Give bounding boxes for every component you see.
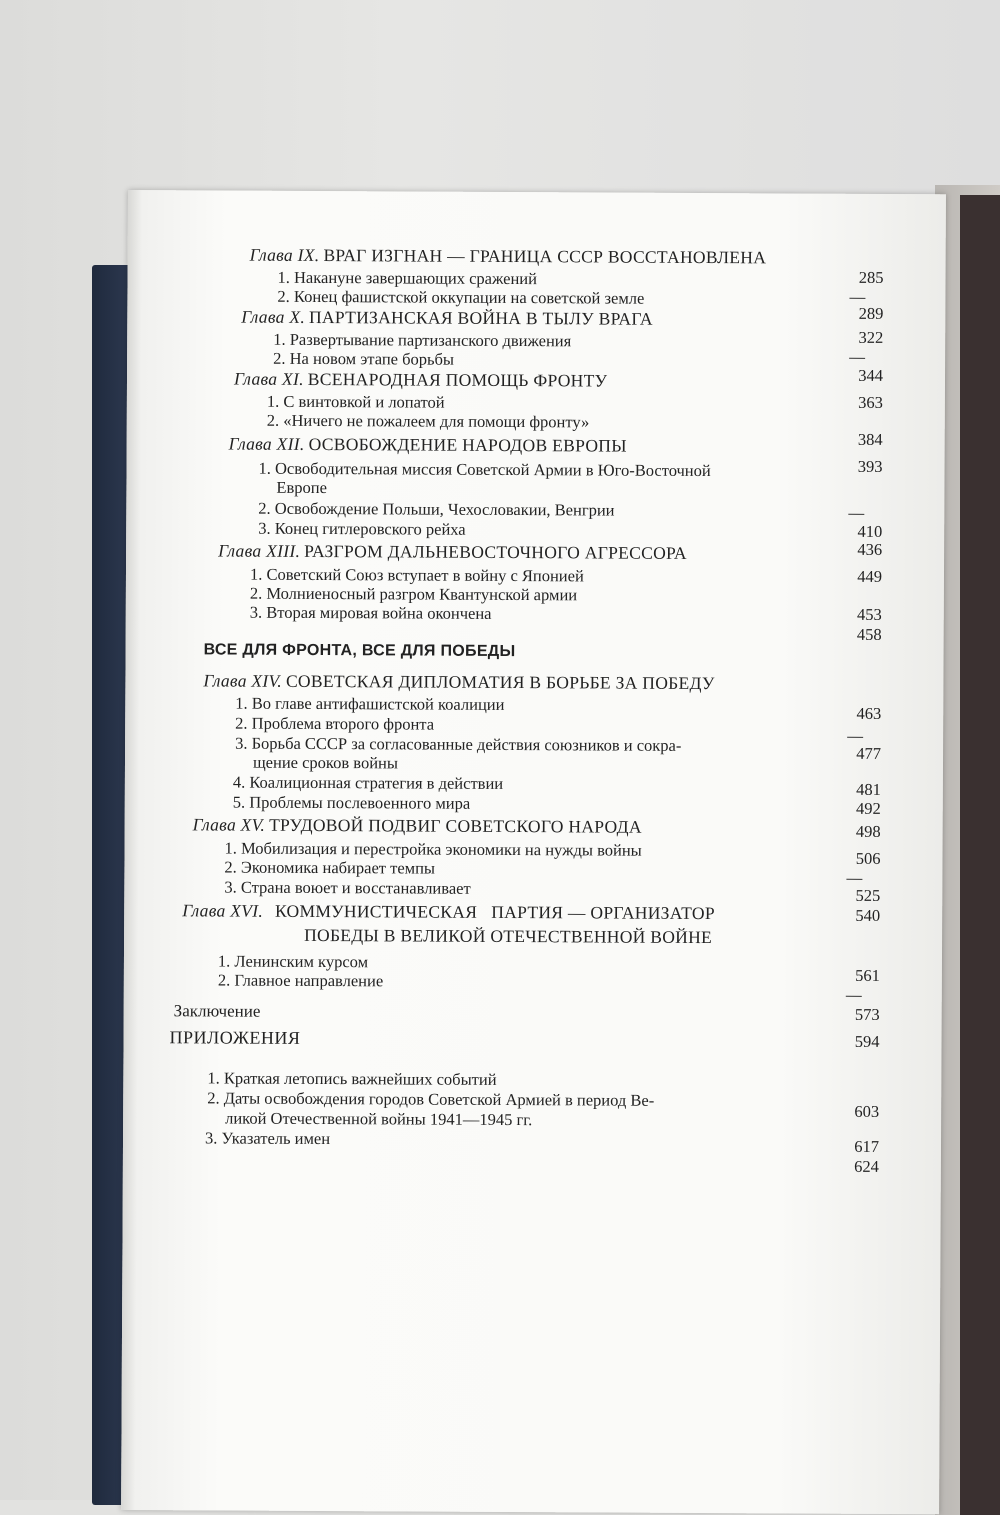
page-number: 540 — [855, 905, 881, 925]
page-number: 506 — [855, 848, 881, 868]
chapter-prefix: Глава X. — [241, 306, 306, 327]
chapter-heading — [218, 542, 687, 562]
toc-conclusion: Заключение — [173, 1001, 261, 1021]
toc-item: 2. Даты освобождения городов Советской Армией в период Ве- — [207, 1088, 655, 1110]
page-number: 344 — [858, 365, 884, 385]
page-number: 617 — [854, 1136, 880, 1156]
page-number: 498 — [855, 821, 881, 841]
chapter-title-line2: ПОБЕДЫ В ВЕЛИКОЙ ОТЕЧЕСТВЕННОЙ ВОЙНЕ — [304, 924, 713, 948]
page-number: 449 — [857, 566, 883, 586]
chapter-prefix: Глава XII. — [228, 433, 305, 454]
toc-item: 1. Краткая летопись важнейших событий — [207, 1068, 497, 1089]
page-number: 477 — [856, 743, 882, 763]
chapter-prefix: Глава XI. — [233, 368, 304, 389]
chapter-title: КОММУНИСТИЧЕСКАЯ ПАРТИЯ — ОРГАНИЗАТОР — [274, 900, 715, 924]
chapter-heading — [182, 902, 715, 922]
toc-item: 1. Развертывание партизанского движения — [273, 329, 572, 351]
dash-separator — [849, 358, 865, 359]
chapter-prefix: Глава IX. — [249, 244, 320, 266]
toc-item: 3. Страна воюет и восстанавливает — [224, 877, 471, 898]
toc-item: 2. «Ничего не пожалеем для помощи фронту» — [266, 410, 590, 432]
toc-appendix-heading: ПРИЛОЖЕНИЯ — [169, 1027, 301, 1048]
toc-item: 2. Экономика набирает темпы — [224, 857, 436, 878]
dash-separator — [847, 737, 863, 738]
chapter-title: СОВЕТСКАЯ ДИПЛОМАТИЯ В БОРЬБЕ ЗА ПОБЕДУ — [285, 670, 715, 694]
toc-item: 1. Во главе антифашистской коалиции — [235, 693, 505, 714]
toc-item: щение сроков войны — [252, 752, 399, 773]
page-number: 624 — [854, 1156, 879, 1176]
chapter-title: ВРАГ ИЗГНАН — ГРАНИЦА СССР ВОССТАНОВЛЕНА — [323, 245, 767, 268]
dash-separator — [846, 996, 862, 997]
toc-item: 2. Молниеносный разгром Квантунской армии — [249, 583, 578, 605]
page-number: 289 — [858, 303, 884, 323]
chapter-prefix: Глава XIV. — [203, 670, 283, 691]
toc-item: 5. Проблемы послевоенного мира — [232, 792, 471, 813]
toc-item: 1. С винтовкой и лопатой — [266, 391, 445, 412]
page-number: 525 — [855, 885, 881, 905]
page-number: 458 — [856, 624, 882, 644]
page-number: 393 — [857, 456, 883, 476]
chapter-title: ВСЕНАРОДНАЯ ПОМОЩЬ ФРОНТУ — [307, 368, 608, 391]
chapter-heading — [228, 433, 627, 456]
chapter-title: ОСВОБОЖДЕНИЕ НАРОДОВ ЕВРОПЫ — [308, 433, 627, 456]
chapter-prefix: Глава XIII. — [218, 540, 301, 561]
chapter-heading — [249, 244, 767, 268]
book-page — [121, 190, 946, 1514]
chapter-heading — [203, 672, 714, 692]
page-number: 573 — [854, 1004, 880, 1024]
chapter-prefix: Глава XV. — [192, 814, 266, 835]
page-number: 463 — [856, 703, 882, 723]
toc-item: 2. Главное направление — [217, 970, 384, 991]
toc-item: 2. Конец фашистской оккупации на советской земле — [277, 286, 645, 308]
toc-item: ликой Отечественной войны 1941—1945 гг. — [225, 1108, 533, 1130]
toc-item: 1. Мобилизация и перестройка экономики на нужды войны — [224, 838, 642, 860]
toc-item: 3. Борьба СССР за согласованные действия союзников и сокра- — [235, 733, 682, 755]
page-number: 285 — [858, 267, 884, 287]
toc-item: 1. Освободительная миссия Советской Армии в Юго-Восточной — [258, 458, 711, 481]
dash-separator — [846, 879, 862, 880]
chapter-title: ПАРТИЗАНСКАЯ ВОЙНА В ТЫЛУ ВРАГА — [308, 306, 653, 329]
dash-separator — [849, 298, 865, 299]
chapter-heading — [233, 368, 608, 391]
back-cover — [960, 195, 1000, 1515]
page-number: 436 — [857, 539, 883, 559]
chapter-prefix: Глава XVI. — [182, 900, 264, 921]
toc-item: 2. Проблема второго фронта — [235, 713, 435, 734]
page-number: 453 — [856, 604, 882, 624]
page-number: 410 — [857, 521, 883, 541]
toc-item: 2. Освобождение Польши, Чехословакии, Венгрии — [258, 498, 615, 520]
page-number: 363 — [858, 392, 883, 412]
page-number: 603 — [854, 1101, 880, 1121]
toc-item: 1. Накануне завершающих сражений — [277, 267, 538, 289]
toc-item: 2. На новом этапе борьбы — [273, 348, 455, 369]
toc-item: 1. Советский Союз вступает в войну с Японией — [249, 564, 584, 586]
section-heading: ВСЕ ДЛЯ ФРОНТА, ВСЕ ДЛЯ ПОБЕДЫ — [203, 641, 516, 661]
toc-item: Европе — [276, 477, 328, 498]
dash-separator — [848, 514, 864, 515]
toc-item: 3. Указатель имен — [204, 1128, 331, 1149]
toc-item: 1. Ленинским курсом — [217, 951, 369, 972]
chapter-heading — [241, 306, 653, 329]
page-number: 481 — [856, 779, 881, 799]
toc-item: 4. Коалиционная стратегия в действии — [232, 772, 504, 793]
page-number: 561 — [855, 965, 880, 985]
chapter-heading — [193, 816, 642, 836]
toc-item: 3. Конец гитлеровского рейха — [258, 518, 466, 539]
page-number: 322 — [858, 327, 884, 347]
toc-item: 3. Вторая мировая война окончена — [249, 602, 492, 623]
chapter-title: РАЗГРОМ ДАЛЬНЕВОСТОЧНОГО АГРЕССОРА — [304, 540, 687, 563]
page-number: 594 — [854, 1031, 880, 1051]
chapter-title: ТРУДОВОЙ ПОДВИГ СОВЕТСКОГО НАРОДА — [269, 814, 642, 837]
page-number: 384 — [857, 429, 883, 449]
page-number: 492 — [855, 798, 881, 818]
